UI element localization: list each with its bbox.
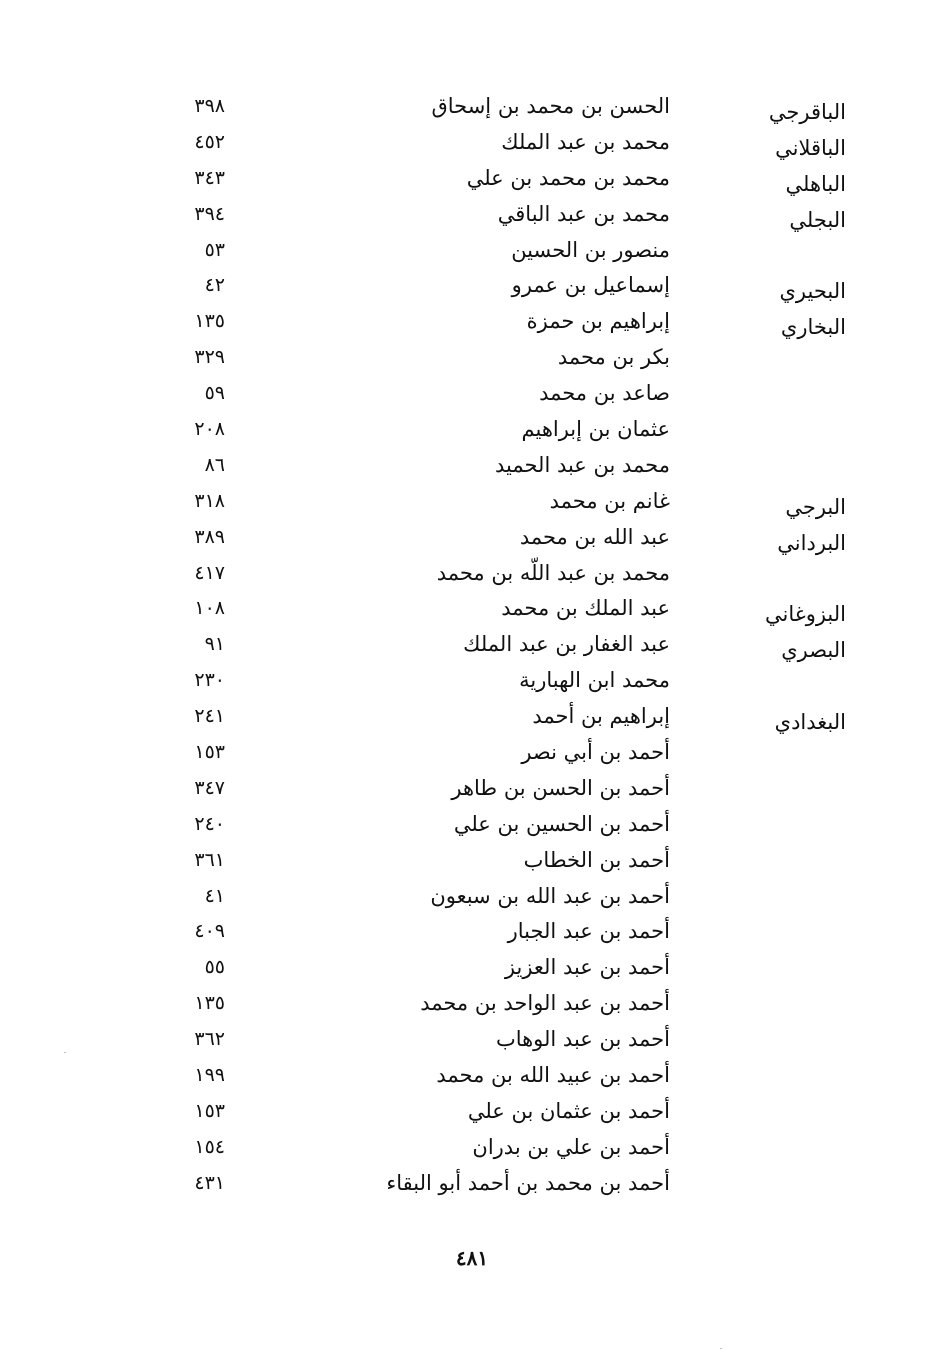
scan-speck (720, 1348, 722, 1349)
page-reference: ٢٤٠ (194, 812, 225, 835)
person-name: إبراهيم بن حمزة (526, 309, 670, 334)
page-reference: ٣٦٢ (194, 1028, 225, 1051)
page-reference: ٥٥ (204, 956, 225, 979)
person-name: محمد بن عبد الحميد (494, 452, 670, 477)
nisba-label: الباهلي (785, 171, 846, 196)
index-entry-row (150, 917, 856, 953)
person-name: أحمد بن عبد الوهاب (495, 1027, 670, 1052)
nisba-label: الباقلاني (775, 135, 846, 160)
page-reference: ٣٤٧ (194, 776, 225, 799)
nisba-label: البصري (781, 638, 846, 663)
person-name: أحمد بن عبد الله بن سبعون (430, 883, 670, 908)
page-reference: ٣٢٩ (194, 346, 225, 369)
index-entry-row (150, 236, 856, 272)
person-name: إسماعيل بن عمرو (511, 273, 670, 298)
nisba-label: البرداني (777, 530, 846, 555)
index-entry-row (150, 594, 856, 630)
nisba-label: البرجي (785, 494, 846, 519)
index-entry-row (150, 846, 856, 882)
index-entry-row (150, 343, 856, 379)
person-name: أحمد بن الحسين بن علي (453, 811, 670, 836)
person-name: أحمد بن عبيد الله بن محمد (436, 1063, 670, 1088)
nisba-label: البزوغاني (764, 602, 846, 627)
person-name: أحمد بن عبد الجبار (507, 919, 670, 944)
index-entry-row (150, 307, 856, 343)
page-reference: ٥٣ (204, 238, 225, 261)
index-entry-row (150, 92, 856, 128)
page-reference: ٤٥٢ (194, 130, 225, 153)
page-reference: ٣١٨ (194, 489, 225, 512)
page-reference: ٢٣٠ (194, 669, 225, 692)
index-entry-row (150, 1169, 856, 1205)
page-reference: ٤٢ (204, 274, 225, 297)
index-entry-row (150, 630, 856, 666)
page-reference: ١٥٣ (194, 1099, 225, 1122)
index-entry-row (150, 200, 856, 236)
page-reference: ٢٤١ (194, 705, 225, 728)
person-name: محمد بن عبد الملك (501, 129, 670, 154)
page-reference: ٤٠٩ (194, 920, 225, 943)
index-entry-row (150, 128, 856, 164)
page-reference: ٣٩٤ (194, 202, 225, 225)
index-entry-row (150, 1025, 856, 1061)
page-number: ٤٨١ (455, 1246, 489, 1270)
index-entry-row (150, 559, 856, 595)
page-reference: ٣٩٨ (194, 95, 225, 117)
index-entry-row (150, 379, 856, 415)
person-name: أحمد بن عبد العزيز (504, 955, 670, 980)
page-reference: ٣٤٣ (194, 166, 225, 189)
page-reference: ٤١ (204, 884, 225, 907)
page-reference: ٤١٧ (194, 561, 225, 584)
index-table (150, 92, 856, 1205)
index-entry-row (150, 271, 856, 307)
index-entry-row (150, 487, 856, 523)
person-name: محمد بن محمد بن علي (466, 165, 670, 190)
person-name: أحمد بن عثمان بن علي (467, 1098, 670, 1123)
person-name: عبد الغفار بن عبد الملك (463, 632, 670, 657)
page-reference: ١٠٨ (194, 597, 225, 620)
index-entry-row (150, 989, 856, 1025)
page-reference: ٩١ (204, 633, 225, 656)
page-reference: ٤٣١ (194, 1171, 225, 1194)
person-name: محمد ابن الهبارية (519, 668, 670, 693)
person-name: محمد بن عبد الباقي (497, 201, 670, 226)
page-reference: ١٣٥ (194, 310, 225, 333)
person-name: عبد الله بن محمد (519, 524, 670, 549)
person-name: أحمد بن أبي نصر (521, 740, 670, 765)
nisba-label: البجلي (789, 207, 846, 232)
page-reference: ٨٦ (204, 453, 225, 476)
person-name: أحمد بن محمد بن أحمد أبو البقاء (386, 1170, 670, 1195)
nisba-label: البحيري (779, 279, 846, 304)
index-entry-row (150, 415, 856, 451)
index-entry-row (150, 164, 856, 200)
page-reference: ٣٦١ (194, 848, 225, 871)
person-name: إبراهيم بن أحمد (532, 704, 670, 729)
index-entry-row (150, 666, 856, 702)
page-reference: ١٥٤ (194, 1135, 225, 1158)
index-entry-row (150, 810, 856, 846)
person-name: عثمان بن إبراهيم (521, 417, 670, 442)
index-entry-row (150, 523, 856, 559)
person-name: محمد بن عبد اللّه بن محمد (436, 560, 670, 585)
nisba-label: البغدادي (774, 710, 846, 735)
page-reference: ١٩٩ (194, 1064, 225, 1087)
index-entry-row (150, 1061, 856, 1097)
page-reference: ٢٠٨ (194, 418, 225, 441)
person-name: أحمد بن الخطاب (523, 847, 670, 872)
index-entry-row (150, 702, 856, 738)
person-name: بكر بن محمد (557, 345, 670, 370)
index-entry-row (150, 953, 856, 989)
person-name: أحمد بن الحسن بن طاهر (451, 775, 670, 800)
index-entry-row (150, 738, 856, 774)
page-reference: ٣٨٩ (194, 525, 225, 548)
index-entry-row (150, 451, 856, 487)
index-entry-row (150, 1097, 856, 1133)
page-reference: ١٥٣ (194, 741, 225, 764)
person-name: صاعد بن محمد (539, 381, 670, 406)
person-name: الحسن بن محمد بن إسحاق (431, 94, 670, 118)
index-entry-row (150, 1133, 856, 1169)
scan-speck (64, 1052, 66, 1053)
person-name: أحمد بن علي بن بدران (472, 1134, 670, 1159)
person-name: غانم بن محمد (549, 488, 670, 513)
nisba-label: البخاري (780, 315, 846, 340)
nisba-label: الباقرجي (768, 100, 846, 124)
person-name: أحمد بن عبد الواحد بن محمد (420, 991, 670, 1016)
index-entry-row (150, 774, 856, 810)
person-name: منصور بن الحسين (511, 237, 670, 262)
person-name: عبد الملك بن محمد (501, 596, 670, 621)
index-entry-row (150, 882, 856, 918)
page-reference: ١٣٥ (194, 992, 225, 1015)
page-reference: ٥٩ (204, 382, 225, 405)
